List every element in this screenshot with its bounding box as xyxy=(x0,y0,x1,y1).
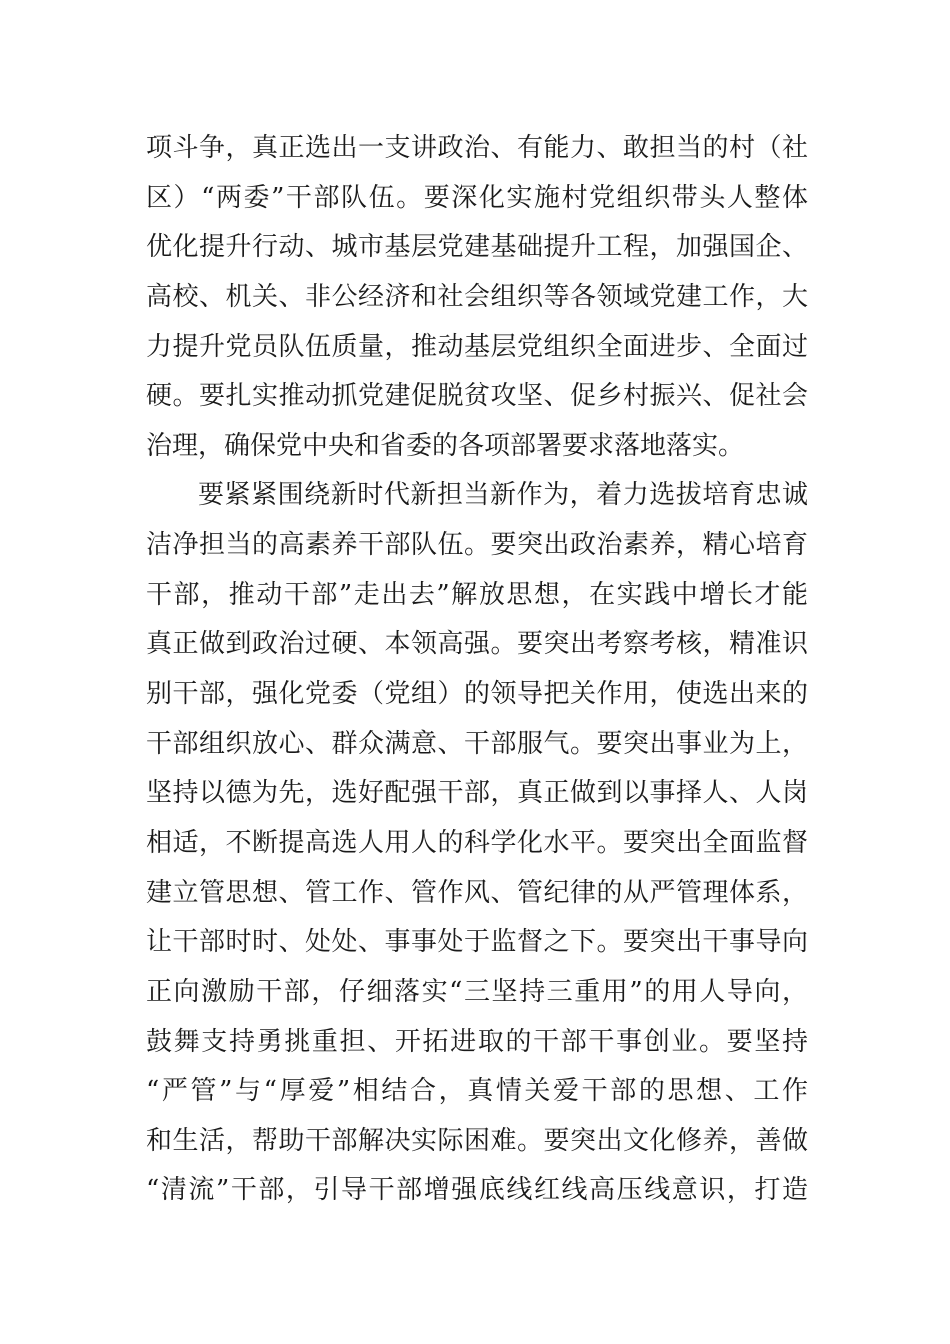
text-line: 鼓舞支持勇挑重担、开拓进取的干部干事创业。要坚持 xyxy=(146,1026,808,1057)
text-line: 洁净担当的高素养干部队伍。要突出政治素养，精心培育 xyxy=(146,530,808,561)
text-line: 项斗争，真正选出一支讲政治、有能力、敢担当的村（社 xyxy=(146,133,808,163)
text-line: 高校、机关、非公经济和社会组织等各领域党建工作，大 xyxy=(146,281,808,312)
text-line: 正向激励干部，仔细落实“三坚持三重用”的用人导向， xyxy=(146,976,808,1007)
text-line: 坚持以德为先，选好配强干部，真正做到以事择人、人岗 xyxy=(146,778,808,809)
text-line: 让干部时时、处处、事事处于监督之下。要突出干事导向 xyxy=(146,927,808,958)
text-line: 别干部，强化党委（党组）的领导把关作用，使选出来的 xyxy=(146,679,808,710)
paragraph-start-line: 要紧紧围绕新时代新担当新作为，着力选拔培育忠诚 xyxy=(198,480,808,511)
text-line: 硬。要扎实推动抓党建促脱贫攻坚、促乡村振兴、促社会 xyxy=(146,381,808,412)
text-line: “清流”干部，引导干部增强底线红线高压线意识，打造 xyxy=(146,1175,808,1206)
body-text xyxy=(146,124,808,1216)
text-line: 干部，推动干部”走出去”解放思想，在实践中增长才能 xyxy=(146,579,808,610)
text-line: 和生活，帮助干部解决实际困难。要突出文化修养，善做 xyxy=(146,1125,808,1156)
text-line: “严管”与“厚爱”相结合，真情关爱干部的思想、工作 xyxy=(146,1076,808,1107)
text-line: 区）“两委”干部队伍。要深化实施村党组织带头人整体 xyxy=(146,182,808,213)
text-line: 干部组织放心、群众满意、干部服气。要突出事业为上， xyxy=(146,728,808,759)
text-line: 建立管思想、管工作、管作风、管纪律的从严管理体系， xyxy=(146,877,808,908)
text-line: 相适，不断提高选人用人的科学化水平。要突出全面监督 xyxy=(146,827,808,858)
text-line: 真正做到政治过硬、本领高强。要突出考察考核，精准识 xyxy=(146,629,808,660)
text-line: 力提升党员队伍质量，推动基层党组织全面进步、全面过 xyxy=(146,331,808,362)
text-line: 治理，确保党中央和省委的各项部署要求落地落实。 xyxy=(146,430,745,461)
text-line: 优化提升行动、城市基层党建基础提升工程，加强国企、 xyxy=(146,232,808,263)
